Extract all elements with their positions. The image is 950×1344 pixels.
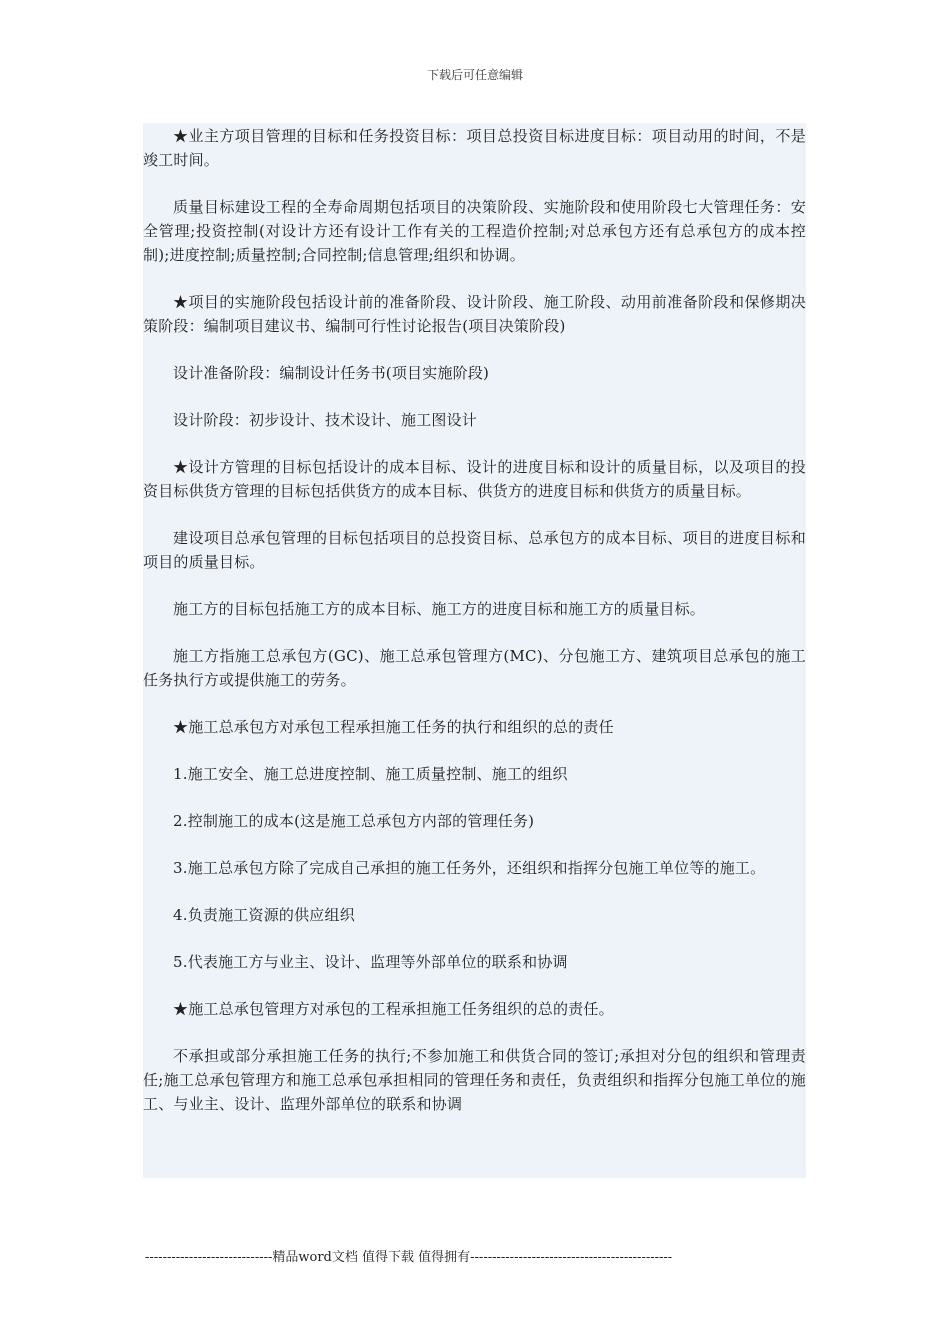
- paragraph: 质量目标建设工程的全寿命周期包括项目的决策阶段、实施阶段和使用阶段七大管理任务：安全管理;投资控制(对设计方还有设计工作有关的工程造价控制;对总承包方还有总承包方的成本控制);进度控制;质量控制;合同控制;信息管理;组织和协调。: [143, 198, 806, 264]
- paragraph: ★施工总承包管理方对承包的工程承担施工任务组织的总的责任。: [173, 1000, 614, 1018]
- paragraph: ★设计方管理的目标包括设计的成本目标、设计的进度目标和设计的质量目标，以及项目的投资目标供货方管理的目标包括供货方的成本目标、供货方的进度目标和供货方的质量目标。: [143, 458, 806, 500]
- paragraph: 设计阶段：初步设计、技术设计、施工图设计: [173, 411, 478, 429]
- paragraph: 设计准备阶段：编制设计任务书(项目实施阶段): [173, 364, 490, 382]
- page-footer: -----------------------------精品word文档 值得下载 值得拥有----------------------------------------------: [145, 1250, 673, 1265]
- paragraph: ★业主方项目管理的目标和任务投资目标：项目总投资目标进度目标：项目动用的时间，不是竣工时间。: [143, 127, 806, 169]
- page-header: 下载后可任意编辑: [426, 68, 523, 82]
- paragraph: 2.控制施工的成本(这是施工总承包方内部的管理任务): [173, 812, 535, 830]
- paragraph: 4.负责施工资源的供应组织: [173, 906, 355, 924]
- paragraph: 5.代表施工方与业主、设计、监理等外部单位的联系和协调: [173, 953, 568, 971]
- paragraph: 施工方的目标包括施工方的成本目标、施工方的进度目标和施工方的质量目标。: [173, 600, 706, 618]
- paragraph: 施工方指施工总承包方(GC)、施工总承包管理方(MC)、分包施工方、建筑项目总承包的施工任务执行方或提供施工的劳务。: [143, 647, 806, 689]
- document-body: [143, 123, 806, 1178]
- paragraph: ★施工总承包方对承包工程承担施工任务的执行和组织的总的责任: [173, 718, 614, 736]
- paragraph: 1.施工安全、施工总进度控制、施工质量控制、施工的组织: [173, 765, 568, 783]
- paragraph: ★项目的实施阶段包括设计前的准备阶段、设计阶段、施工阶段、动用前准备阶段和保修期决策阶段：编制项目建议书、编制可行性讨论报告(项目决策阶段): [143, 293, 806, 335]
- paragraph: 建设项目总承包管理的目标包括项目的总投资目标、总承包方的成本目标、项目的进度目标和项目的质量目标。: [143, 529, 806, 571]
- paragraph: 3.施工总承包方除了完成自己承担的施工任务外，还组织和指挥分包施工单位等的施工。: [173, 859, 766, 877]
- paragraph: 不承担或部分承担施工任务的执行;不参加施工和供货合同的签订;承担对分包的组织和管理责任;施工总承包管理方和施工总承包承担相同的管理任务和责任，负责组织和指挥分包施工单位的施工、与业主、设计、监理外部单位的联系和协调: [143, 1047, 806, 1113]
